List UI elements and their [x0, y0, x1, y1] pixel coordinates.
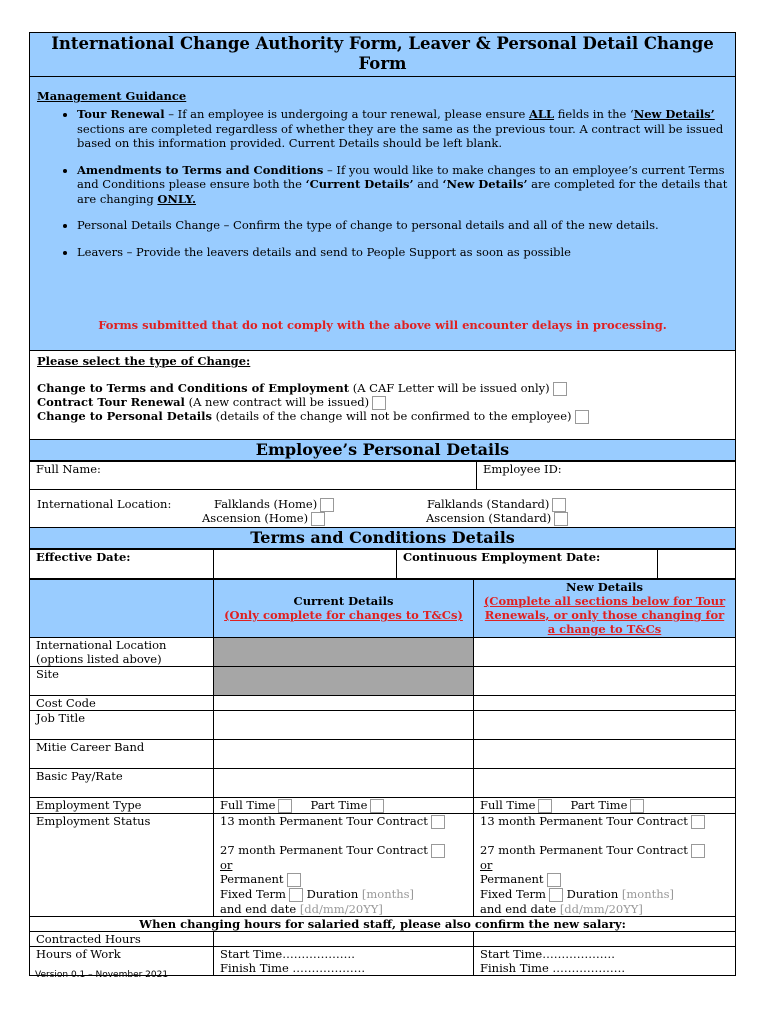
current-27-month-checkbox[interactable]: [431, 844, 445, 858]
new-27-month-checkbox[interactable]: [691, 844, 705, 858]
intl-location-field: International Location: Falklands (Home) Ascension (Home) Falklands (Standard) Ascension (Standard): [30, 490, 736, 528]
new-career-band[interactable]: [474, 740, 736, 769]
hours-of-work-label: Hours of Work: [30, 947, 214, 976]
basic-pay-label: Basic Pay/Rate: [30, 769, 214, 798]
continuous-date-input[interactable]: [658, 550, 736, 579]
form: [29, 32, 736, 976]
current-employment-status: 13 month Permanent Tour Contract 27 month Permanent Tour Contract or Permanent Fixed Term Duration [months] and end date [dd/mm/20YY]: [214, 814, 474, 917]
ascension-home-checkbox[interactable]: [311, 512, 325, 526]
change-type-heading: Please select the type of Change:: [37, 354, 251, 368]
new-basic-pay[interactable]: [474, 769, 736, 798]
new-contracted-hours[interactable]: [474, 932, 736, 947]
cost-code-label: Cost Code: [30, 696, 214, 711]
grid-header-blank: [30, 580, 214, 638]
new-job-title[interactable]: [474, 711, 736, 740]
current-hours-of-work[interactable]: Start Time………………. Finish Time ……………….: [214, 947, 474, 976]
salaried-note: When changing hours for salaried staff, please also confirm the new salary:: [30, 917, 736, 932]
new-full-time-checkbox[interactable]: [538, 799, 552, 813]
new-hours-of-work[interactable]: Start Time………………. Finish Time ……………….: [474, 947, 736, 976]
current-career-band[interactable]: [214, 740, 474, 769]
details-grid: [29, 579, 736, 976]
option-tour-renewal: Contract Tour Renewal (A new contract will be issued): [37, 395, 386, 410]
contracted-hours-label: Contracted Hours: [30, 932, 214, 947]
new-13-month-checkbox[interactable]: [691, 815, 705, 829]
current-details-header: Current Details (Only complete for changes to T&Cs): [214, 580, 474, 638]
new-permanent-checkbox[interactable]: [547, 873, 561, 887]
falklands-home-checkbox[interactable]: [320, 498, 334, 512]
current-13-month-checkbox[interactable]: [431, 815, 445, 829]
new-intl-location[interactable]: [474, 638, 736, 667]
option-terms-change: Change to Terms and Conditions of Employment (A CAF Letter will be issued only): [37, 381, 567, 396]
career-band-label: Mitie Career Band: [30, 740, 214, 769]
current-intl-location: [214, 638, 474, 667]
guidance-tour-renewal: • Tour Renewal – If an employee is undergoing a tour renewal, please ensure ALL fields in the ‘New Details’ sections are completed regardless of whether they are the same as the previous tour. A contract will be issued based on this information provided. Current Details should be left blank.: [77, 107, 745, 151]
employment-status-label: Employment Status: [30, 814, 214, 917]
terms-change-checkbox[interactable]: [553, 382, 567, 396]
compliance-warning: Forms submitted that do not comply with the above will encounter delays in processing.: [98, 318, 667, 332]
current-site: [214, 667, 474, 696]
current-fixed-term-checkbox[interactable]: [289, 888, 303, 902]
terms-details-table: [29, 549, 736, 579]
current-contracted-hours[interactable]: [214, 932, 474, 947]
current-basic-pay[interactable]: [214, 769, 474, 798]
effective-date-input[interactable]: [214, 550, 397, 579]
new-employment-type: Full Time Part Time: [474, 798, 736, 814]
new-employment-status: 13 month Permanent Tour Contract 27 month Permanent Tour Contract or Permanent Fixed Term Duration [months] and end date [dd/mm/20YY]: [474, 814, 736, 917]
management-guidance: [29, 77, 736, 351]
personal-change-checkbox[interactable]: [575, 410, 589, 424]
option-personal-change: Change to Personal Details (details of the change will not be confirmed to the employee): [37, 409, 589, 424]
falklands-standard-checkbox[interactable]: [552, 498, 566, 512]
tour-renewal-checkbox[interactable]: [372, 396, 386, 410]
continuous-date-label: Continuous Employment Date:: [397, 550, 658, 579]
new-cost-code[interactable]: [474, 696, 736, 711]
personal-details-table: [29, 461, 736, 528]
guidance-personal-change: • Personal Details Change – Confirm the type of change to personal details and all of the new details.: [77, 218, 745, 233]
form-title: International Change Authority Form, Leaver & Personal Detail Change Form: [29, 32, 736, 77]
guidance-amendments: • Amendments to Terms and Conditions – If you would like to make changes to an employee’s current Terms and Conditions please ensure both the ‘Current Details’ and ‘New Details’ are completed for the details that are changing ONLY.: [77, 163, 745, 207]
current-employment-type: Full Time Part Time: [214, 798, 474, 814]
site-label: Site: [30, 667, 214, 696]
job-title-label: Job Title: [30, 711, 214, 740]
intl-location-label: International Location (options listed above): [30, 638, 214, 667]
ascension-standard-checkbox[interactable]: [554, 512, 568, 526]
employee-id-field[interactable]: Employee ID:: [477, 462, 736, 490]
current-cost-code[interactable]: [214, 696, 474, 711]
version-footer: Version 0.1 – November 2021: [35, 970, 169, 980]
terms-details-heading: Terms and Conditions Details: [29, 528, 736, 549]
full-name-field[interactable]: Full Name:: [30, 462, 477, 490]
new-site[interactable]: [474, 667, 736, 696]
effective-date-label: Effective Date:: [30, 550, 214, 579]
new-fixed-term-checkbox[interactable]: [549, 888, 563, 902]
new-details-header: New Details (Complete all sections below for Tour Renewals, or only those changing for a change to T&Cs: [474, 580, 736, 638]
change-type-section: [29, 351, 736, 440]
current-full-time-checkbox[interactable]: [278, 799, 292, 813]
current-job-title[interactable]: [214, 711, 474, 740]
current-part-time-checkbox[interactable]: [370, 799, 384, 813]
guidance-heading: Management Guidance: [37, 89, 187, 103]
guidance-leavers: • Leavers – Provide the leavers details and send to People Support as soon as possible: [77, 245, 745, 260]
personal-details-heading: Employee’s Personal Details: [29, 440, 736, 461]
employment-type-label: Employment Type: [30, 798, 214, 814]
current-permanent-checkbox[interactable]: [287, 873, 301, 887]
new-part-time-checkbox[interactable]: [630, 799, 644, 813]
